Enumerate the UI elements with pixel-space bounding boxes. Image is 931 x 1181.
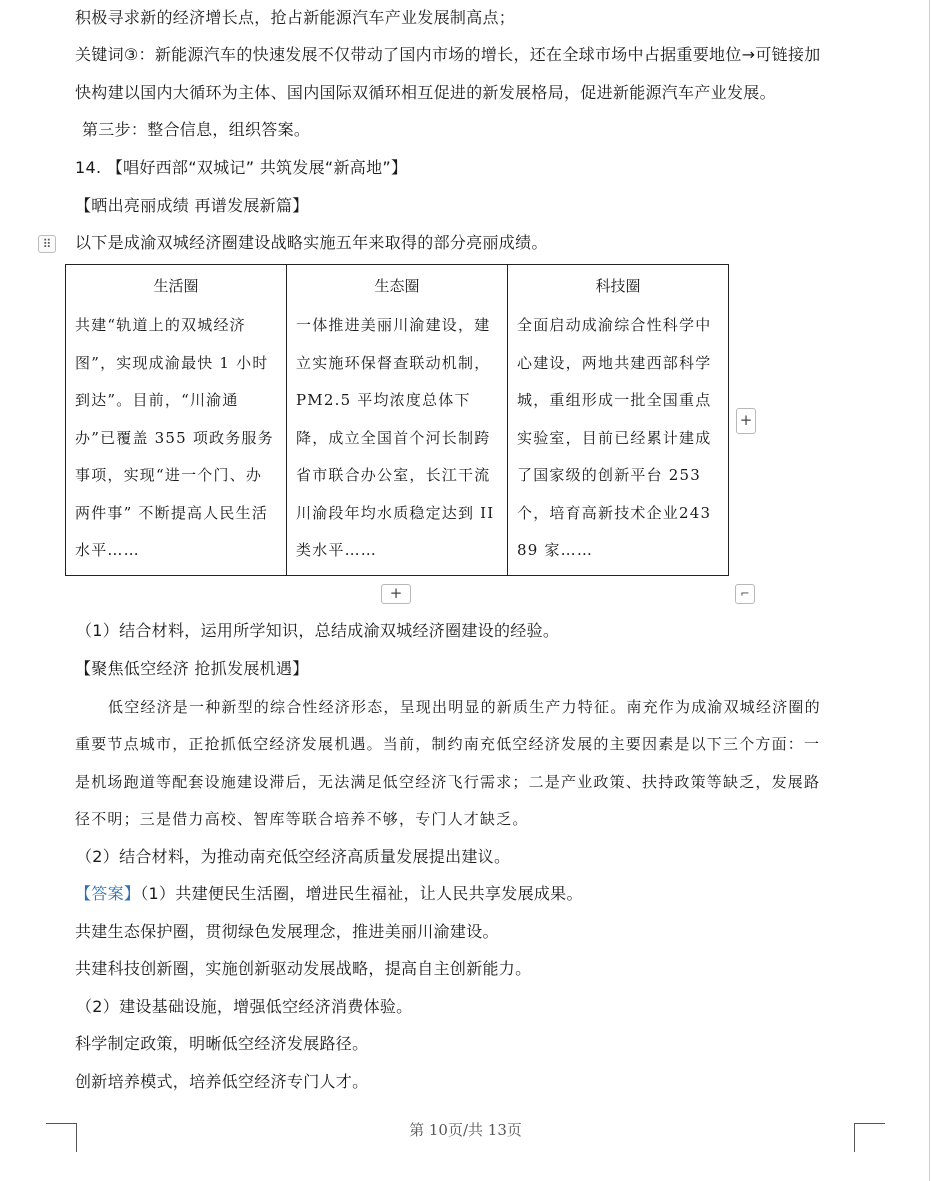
answer-line-6: 创新培养模式，培养低空经济专门人才。 — [75, 1072, 369, 1091]
question-14-title: 14. 【唱好西部“双城记” 共筑发展“新高地”】 — [75, 158, 408, 177]
achievements-table — [65, 264, 729, 576]
question-2: （2）结合材料，为推动南充低空经济高质量发展提出建议。 — [76, 847, 511, 866]
answer-line-1 — [75, 883, 583, 905]
material-line-1: 低空经济是一种新型的综合性经济形态，呈现出明显的新质生产力特征。南充作为成渝双城经济圈的 — [108, 698, 821, 716]
material-line-2: 重要节点城市，正抢抓低空经济发展机遇。当前，制约南充低空经济发展的主要因素是以下三个方面：一 — [75, 735, 821, 753]
answer-text: （1）共建便民生活圈，增进民生福祉，让人民共享发展成果。 — [140, 884, 583, 903]
table-header-row — [66, 265, 729, 308]
answer-line-5: 科学制定政策，明晰低空经济发展路径。 — [75, 1034, 369, 1053]
table-intro-line: 以下是成渝双城经济圈建设战略实施五年来取得的部分亮丽成绩。 — [75, 233, 548, 252]
table-cell-ecology: 一体推进美丽川渝建设，建立实施环保督查联动机制，PM2.5 平均浓度总体下降，成立全国首个河长制跨省市联合办公室，长江干流川渝段年均水质稳定达到 II 类水平…… — [287, 307, 508, 576]
text-line-1: 积极寻求新的经济增长点，抢占新能源汽车产业发展制高点； — [75, 8, 516, 27]
step-three-line: 第三步：整合信息，组织答案。 — [82, 120, 311, 139]
text-line-3: 快构建以国内大循环为主体、国内国际双循环相互促进的新发展格局，促进新能源汽车产业发展。 — [75, 83, 776, 102]
drag-handle-icon[interactable]: ⠿ — [38, 235, 56, 253]
material-line-3: 是机场跑道等配套设施建设滞后，无法满足低空经济飞行需求；二是产业政策、扶持政策等缺乏，发展路 — [75, 773, 821, 791]
answer-line-2: 共建生态保护圈，贯彻绿色发展理念，推进美丽川渝建设。 — [75, 922, 499, 941]
table-header-living: 生活圈 — [66, 265, 287, 308]
page-edge-rule — [929, 0, 930, 1181]
plus-icon: + — [739, 411, 753, 429]
table-header-ecology: 生态圈 — [287, 265, 508, 308]
material-line-4: 径不明；三是借力高校、智库等联合培养不够，专门人才缺乏。 — [75, 810, 529, 828]
table-cell-living: 共建“轨道上的双城经济图”，实现成渝最快 1 小时到达”。目前，“川渝通办”已覆盖 355 项政务服务事项，实现“进一个门、办两件事” 不断提高人民生活水平…… — [66, 307, 287, 576]
page-number-footer: 第 10页/共 13页 — [409, 1121, 522, 1139]
answer-line-4: （2）建设基础设施，增强低空经济消费体验。 — [76, 997, 413, 1016]
add-column-button[interactable] — [736, 408, 756, 434]
text-line-2: 关键词③：新能源汽车的快速发展不仅带动了国内市场的增长，还在全球市场中占据重要地位→可链接加 — [75, 45, 821, 64]
question-1: （1）结合材料，运用所学知识，总结成渝双城经济圈建设的经验。 — [76, 621, 560, 640]
answer-tag: 【答案】 — [75, 884, 141, 903]
resize-corner-icon: ⌐ — [740, 587, 750, 600]
table-header-technology: 科技圈 — [508, 265, 729, 308]
table-row — [66, 307, 729, 576]
table-resize-button[interactable] — [735, 584, 755, 604]
add-row-button[interactable] — [381, 584, 411, 604]
section-1-title: 【晒出亮丽成绩 再谱发展新篇】 — [75, 196, 309, 215]
plus-icon: + — [389, 584, 403, 602]
answer-line-3: 共建科技创新圈，实施创新驱动发展战略，提高自主创新能力。 — [75, 959, 532, 978]
section-2-title: 【聚焦低空经济 抢抓发展机遇】 — [75, 659, 309, 678]
table-cell-technology: 全面启动成渝综合性科学中心建设，两地共建西部科学城，重组形成一批全国重点实验室，目前已经累计建成了国家级的创新平台 253 个，培育高新技术企业24389 家…… — [508, 307, 729, 576]
